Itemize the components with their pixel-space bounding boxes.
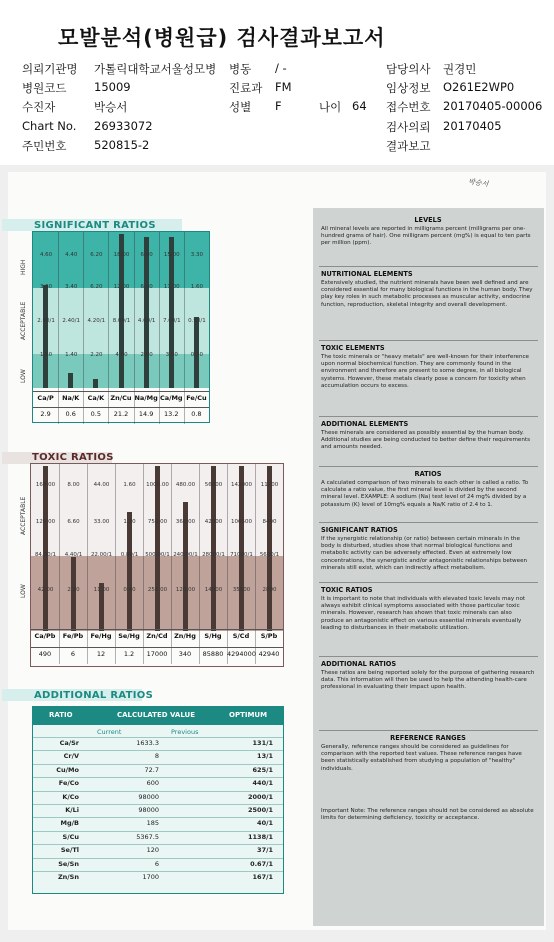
info-section [321, 270, 535, 309]
table-cell-current: 1633.3 [136, 739, 159, 747]
table-cell-current: 72.7 [144, 765, 159, 774]
table-row-divider [33, 831, 283, 832]
tox-bar-se-hg [127, 512, 132, 631]
tox-ratio-value: 85880 [202, 650, 224, 658]
tox-tick-label: 106500 [231, 519, 252, 525]
header-age-label: 나이 [319, 100, 342, 114]
table-cell-ratio: Se/Sn [58, 859, 79, 868]
table-row-divider [33, 858, 283, 859]
tox-tick-label: 5600/1 [259, 552, 280, 558]
sig-ratio-value: 0.8 [191, 410, 202, 418]
tox-bar-zn-cd [155, 466, 160, 631]
info-section-text: Generally, reference ranges should be considered as guidelines for comparison with the reported test values. These reference ranges have been statistically established from studying a population of "healthy" individuals. [321, 744, 522, 772]
info-section-text: Important Note: The reference ranges should not be considered as absolute limits for determining deficiency, toxicity or acceptance. [321, 808, 534, 822]
table-cell-ratio: Zn/Sn [57, 873, 79, 881]
info-section-title: ADDITIONAL RATIOS [321, 660, 397, 668]
sig-ratio-value: 21.2 [113, 410, 129, 418]
sig-label-row-line [33, 391, 209, 392]
significant-ratios-title: SIGNIFICANT RATIOS [34, 220, 156, 231]
table-cell-ratio: K/Co [62, 792, 79, 801]
info-section-text: It is important to note that individuals with elevated toxic levels may not always exhibit clinical symptoms associated with those particular toxic minerals. However, research has shown that toxic minerals can also produce an antagonistic effect on various essential minerals eventually leading to disturbances in their metabolic utilization. [321, 596, 526, 631]
tox-tick-label: 42.00 [37, 587, 54, 593]
table-cell-optimum: 440/1 [252, 779, 273, 788]
table-cell-current: 600 [146, 779, 159, 788]
header-left-value-4: 520815-2 [94, 138, 150, 152]
table-cell-optimum: 40/1 [257, 819, 273, 828]
tox-value-row-line [31, 647, 283, 648]
tox-tick-label: 1.20 [123, 519, 136, 525]
sig-ratio-label: Na/Mg [134, 394, 158, 402]
tox-tick-label: 250.00 [147, 587, 168, 593]
zone-label-low-toxic: LOW [20, 584, 27, 598]
header-left-value-0: 가톨릭대학교서울성모병 [94, 62, 217, 76]
info-divider [319, 340, 538, 341]
info-section-text: All mineral levels are reported in milligrams percent (milligrams per one-hundred grams of hair). One milligram percent (mg%) is equal to ten parts per million (ppm). [321, 226, 531, 247]
sig-tick-label: 15.00 [163, 252, 180, 258]
info-section [321, 420, 535, 452]
info-section-title: TOXIC RATIOS [321, 586, 373, 594]
tox-tick-label: 750.00 [147, 519, 168, 525]
info-section-text: Extensively studied, the nutrient minerals have been well defined and are considered essential for many biological functions in the human body. They play key roles in such metabolic processes as muscular activity, endocrine function, reproduction, skeletal integrity and overall development. [321, 280, 533, 308]
tox-tick-label: 11200 [260, 482, 279, 488]
tox-ratio-label: Zn/Hg [174, 632, 196, 640]
tox-tick-label: 500.00/1 [145, 552, 170, 558]
toxic-ratios-title: TOXIC RATIOS [32, 452, 114, 463]
additional-ratios-table [32, 706, 284, 894]
tox-tick-label: 35500 [232, 587, 251, 593]
header-mid-label-1: 진료과 [229, 81, 263, 95]
header-right-label-2: 접수번호 [386, 100, 431, 114]
tox-bar-s-pb [267, 466, 272, 631]
report-title: 모발분석(병원급) 검사결과보고서 [58, 26, 386, 50]
table-cell-ratio: Mg/B [60, 819, 79, 828]
info-section [321, 216, 535, 248]
table-cell-optimum: 2000/1 [248, 792, 273, 801]
sig-tick-label: 6.20 [90, 252, 103, 258]
header-left-label-1: 병원코드 [22, 81, 67, 95]
info-section-title: REFERENCE RANGES [390, 734, 466, 742]
header-left-label-0: 의뢰기관명 [22, 62, 78, 76]
tox-ratio-value: 1.2 [123, 650, 135, 658]
header-right-label-3: 검사의뢰 [386, 120, 431, 134]
tox-tick-label: 480.00 [175, 482, 196, 488]
sig-tick-label: 12.00 [113, 284, 130, 290]
tox-tick-label: 126.00 [35, 519, 56, 525]
header-left-value-3: 26933072 [94, 119, 153, 133]
tox-tick-label: 1000.00 [146, 482, 169, 488]
tox-tick-label: 44.00 [93, 482, 110, 488]
info-section-title: RATIOS [414, 470, 442, 478]
info-section-text: These ratios are being reported solely for the purpose of gathering research data. This information will then be used to help the attending health-care professional in evaluating their impact upon health. [321, 670, 535, 691]
sig-ratio-label: Fe/Cu [186, 394, 207, 402]
table-cell-optimum: 37/1 [257, 846, 273, 855]
table-cell-optimum: 131/1 [252, 739, 273, 747]
info-divider [319, 416, 538, 417]
sig-ratio-label: Na/K [62, 394, 80, 402]
tox-bar-ca-pb [43, 466, 48, 631]
significant-ratios-chart [32, 231, 210, 423]
tox-tick-label: 14000 [204, 587, 223, 593]
sig-tick-label: 7.00/1 [162, 318, 181, 324]
table-row-divider [33, 804, 283, 805]
info-section [321, 586, 535, 632]
sig-bar-ca-p [43, 285, 48, 388]
handwritten-signature: 박승서 [467, 177, 489, 189]
info-section-title: SIGNIFICANT RATIOS [321, 526, 398, 534]
sig-tick-label: 11.00 [163, 284, 180, 290]
tox-ratio-label: Fe/Hg [90, 632, 112, 640]
header-ratio: RATIO [49, 711, 73, 719]
info-section [321, 660, 535, 692]
header-right-value-3: 20170405 [443, 119, 502, 133]
table-cell-optimum: 167/1 [252, 873, 273, 881]
subheader-current: Current [97, 728, 122, 736]
sig-tick-label: 1.40 [65, 352, 78, 358]
tox-tick-label: 240.00/1 [173, 552, 198, 558]
info-section-text: If the synergistic relationship (or ratio) between certain minerals in the body is disturbed, studies show that normal biological functions and metabolic activity can be adversely effected. Even at extremely low concentrations, the synergistic and/or antagonistic relationships between minerals still exist, which can indirectly affect metabolism. [321, 536, 528, 571]
sig-ratio-label: Ca/P [37, 394, 54, 402]
header-mid-value-0: / - [275, 61, 287, 75]
tox-bar-s-hg [211, 466, 216, 631]
table-cell-ratio: Se/Tl [60, 846, 79, 855]
tox-tick-label: 42000 [204, 519, 223, 525]
tox-ratio-value: 490 [38, 650, 52, 658]
info-section [321, 344, 535, 390]
table-row-divider [33, 791, 283, 792]
table-cell-current: 185 [146, 819, 159, 828]
sig-tick-label: 2.20 [90, 352, 103, 358]
tox-tick-label: 22.00/1 [90, 552, 113, 558]
sig-tick-label: 0.20 [190, 352, 204, 358]
table-row-divider [33, 764, 283, 765]
information-panel [313, 208, 544, 926]
header-right-label-0: 담당의사 [386, 62, 431, 76]
table-cell-current: 98000 [138, 792, 159, 801]
tox-tick-label: 0.80/1 [120, 552, 139, 558]
table-cell-optimum: 625/1 [252, 765, 273, 774]
sig-bar-ca-mg [169, 237, 174, 388]
tox-tick-label: 142000 [231, 482, 252, 488]
table-cell-current: 120 [146, 846, 159, 855]
info-section [321, 734, 535, 773]
tox-tick-label: 71000/1 [230, 552, 253, 558]
tox-ratio-label: Ca/Pb [34, 632, 56, 640]
tox-tick-label: 4.40/1 [64, 552, 83, 558]
sig-ratio-value: 0.5 [90, 410, 102, 418]
sig-ratio-label: Zn/Cu [110, 394, 132, 402]
table-cell-ratio: Fe/Co [58, 779, 79, 788]
toxic-ratios-chart [30, 463, 284, 667]
table-cell-ratio: Ca/Sr [59, 739, 79, 747]
sig-tick-label: 2.60/1 [37, 318, 55, 324]
info-section-title: ADDITIONAL ELEMENTS [321, 420, 409, 428]
sig-bar-na-mg [144, 237, 149, 388]
table-row-divider [33, 817, 283, 818]
header-right-label-4: 결과보고 [386, 139, 431, 153]
sig-ratio-label: Ca/K [87, 394, 105, 402]
header-left-value-2: 박승서 [94, 100, 128, 114]
sig-ratio-value: 13.2 [164, 410, 179, 418]
table-row-divider [33, 871, 283, 872]
sig-bar-na-k [68, 373, 73, 388]
tox-tick-label: 56000 [204, 482, 223, 488]
table-cell-optimum: 13/1 [257, 752, 273, 761]
tox-label-row-line [31, 629, 283, 630]
tox-ratio-value: 12 [96, 650, 106, 658]
header-left-label-2: 수진자 [22, 100, 56, 114]
sig-tick-label: 6.20 [90, 284, 103, 290]
zone-label-high: HIGH [20, 259, 27, 275]
info-divider [319, 656, 538, 657]
table-cell-optimum: 2500/1 [248, 806, 273, 814]
sig-tick-label: 4.00/1 [137, 318, 156, 324]
header-right-value-1: O261E2WP0 [443, 80, 515, 94]
sig-ratio-value: 0.6 [65, 410, 76, 418]
tox-tick-label: 8400 [262, 519, 277, 525]
sig-tick-label: 3.30 [190, 252, 204, 258]
tox-ratio-label: Zn/Cd [146, 632, 168, 640]
tox-tick-label: 2800 [262, 587, 277, 593]
additional-ratios-title: ADDITIONAL RATIOS [34, 690, 154, 701]
tox-bar-s-cd [239, 466, 244, 631]
table-row-divider [33, 750, 283, 751]
info-section-title: TOXIC ELEMENTS [321, 344, 385, 352]
table-cell-current: 8 [154, 752, 159, 761]
sig-bar-ca-k [93, 379, 98, 388]
sig-tick-label: 6.00 [140, 284, 153, 290]
tox-tick-label: 11.00 [93, 587, 110, 593]
info-section-title: NUTRITIONAL ELEMENTS [321, 270, 413, 278]
sig-ratio-label: Ca/Mg [159, 394, 183, 402]
sig-tick-label: 1.60 [39, 352, 53, 358]
subheader-previous: Previous [171, 728, 199, 736]
table-cell-optimum: 0.67/1 [250, 859, 273, 868]
header-right-value-0: 권경민 [443, 62, 477, 76]
sig-tick-label: 0.90/1 [188, 318, 206, 324]
table-cell-current: 5367.5 [136, 832, 159, 841]
info-divider [319, 266, 538, 267]
tox-ratio-label: S/Cd [232, 632, 250, 640]
info-section-text: The toxic minerals or "heavy metals" are well-known for their interference upon normal biochemical function. They are commonly found in the environment and therefore are present to some degree, in all biological systems. However, these metals clearly pose a concern for toxicity when accumulation occurs to excess. [321, 354, 530, 389]
tox-tick-label: 0.40 [123, 587, 136, 593]
tox-ratio-value: 340 [178, 650, 192, 658]
tox-tick-label: 120.00 [175, 587, 196, 593]
zone-label-acceptable: ACCEPTABLE [20, 301, 27, 340]
table-cell-current: 6 [154, 859, 159, 868]
header-left-label-3: Chart No. [22, 119, 77, 133]
sig-tick-label: 4.40 [65, 252, 78, 258]
sig-tick-label: 2.00 [140, 352, 153, 358]
table-cell-current: 98000 [138, 806, 159, 814]
header-right-value-2: 20170405-00006 [443, 99, 543, 113]
table-cell-current: 1700 [142, 873, 159, 881]
info-section-title: LEVELS [414, 216, 442, 224]
additional-table-header [33, 707, 283, 725]
info-divider [319, 522, 538, 523]
table-cell-optimum: 1138/1 [248, 832, 273, 841]
sig-ratio-value: 14.9 [138, 410, 154, 418]
header-left-value-1: 15009 [94, 80, 131, 94]
tox-ratio-label: Se/Hg [118, 632, 140, 640]
sig-value-row-line [33, 407, 209, 408]
info-section [321, 806, 535, 822]
tox-ratio-value: 4294000 [227, 650, 256, 658]
sig-tick-label: 4.60 [39, 252, 53, 258]
tox-tick-label: 2.20 [67, 587, 80, 593]
header-mid-label-2: 성별 [229, 100, 252, 114]
table-row-divider [33, 737, 283, 738]
tox-ratio-label: S/Hg [204, 632, 222, 640]
tox-tick-label: 28000/1 [202, 552, 225, 558]
tox-ratio-value: 6 [70, 650, 76, 658]
tox-tick-label: 33.00 [93, 519, 110, 525]
header-optimum: OPTIMUM [229, 711, 268, 719]
sig-tick-label: 3.40 [65, 284, 78, 290]
tox-tick-label: 360.00 [175, 519, 196, 525]
info-section [321, 526, 535, 572]
zone-label-acceptable-toxic: ACCEPTABLE [20, 496, 27, 535]
sig-tick-label: 2.40/1 [62, 318, 81, 324]
tox-ratio-label: Fe/Pb [62, 632, 84, 640]
info-divider [319, 466, 538, 467]
sig-tick-label: 6.00 [140, 252, 153, 258]
header-mid-value-1: FM [275, 80, 292, 94]
sig-tick-label: 3.00 [165, 352, 178, 358]
header-mid-value-2: F [275, 99, 282, 113]
sig-tick-label: 1.60 [190, 284, 204, 290]
tox-tick-label: 84.00/1 [34, 552, 57, 558]
sig-tick-label: 18.00 [113, 252, 130, 258]
info-section [321, 470, 535, 509]
zone-label-low: LOW [20, 369, 27, 383]
table-row-divider [33, 844, 283, 845]
table-cell-ratio: Cr/V [63, 752, 79, 761]
info-section-text: A calculated comparison of two minerals to each other is called a ratio. To calculate a ratio value, the first mineral level is divided by the second mineral level. EXAMPLE: A sodium (Na) test level of 24 mg% divided by a potassium (K) level of 10mg% equals a Na/K ratio of 2.4 to 1. [321, 480, 529, 508]
tox-tick-label: 1.60 [123, 482, 136, 488]
sig-tick-label: 4.00 [115, 352, 128, 358]
table-cell-ratio: K/Li [65, 806, 79, 814]
tox-bar-fe-pb [71, 557, 76, 631]
info-divider [319, 582, 538, 583]
table-cell-ratio: S/Cu [62, 832, 79, 841]
header-age-value: 64 [352, 99, 367, 113]
tox-tick-label: 6.60 [67, 519, 80, 525]
header-calculated-value: CALCULATED VALUE [117, 711, 196, 719]
tox-ratio-value: 42940 [258, 650, 280, 658]
info-divider [319, 730, 538, 731]
header-mid-label-0: 병동 [229, 62, 252, 76]
tox-ratio-value: 17000 [146, 650, 168, 658]
sig-ratio-value: 2.9 [40, 410, 51, 418]
sig-tick-label: 8.00/1 [112, 318, 131, 324]
tox-tick-label: 168.00 [35, 482, 56, 488]
sig-tick-label: 4.20/1 [87, 318, 106, 324]
table-row-divider [33, 777, 283, 778]
header-left-label-4: 주민번호 [22, 139, 67, 153]
tox-tick-label: 8.00 [67, 482, 80, 488]
sig-tick-label: 3.60 [39, 284, 53, 290]
tox-ratio-label: S/Pb [260, 632, 278, 640]
info-section-text: These minerals are considered as possibly essential by the human body. Additional studies are being conducted to better define their requirements and amounts needed. [321, 430, 530, 451]
header-right-label-1: 임상정보 [386, 81, 431, 95]
table-cell-ratio: Cu/Mo [56, 765, 79, 774]
